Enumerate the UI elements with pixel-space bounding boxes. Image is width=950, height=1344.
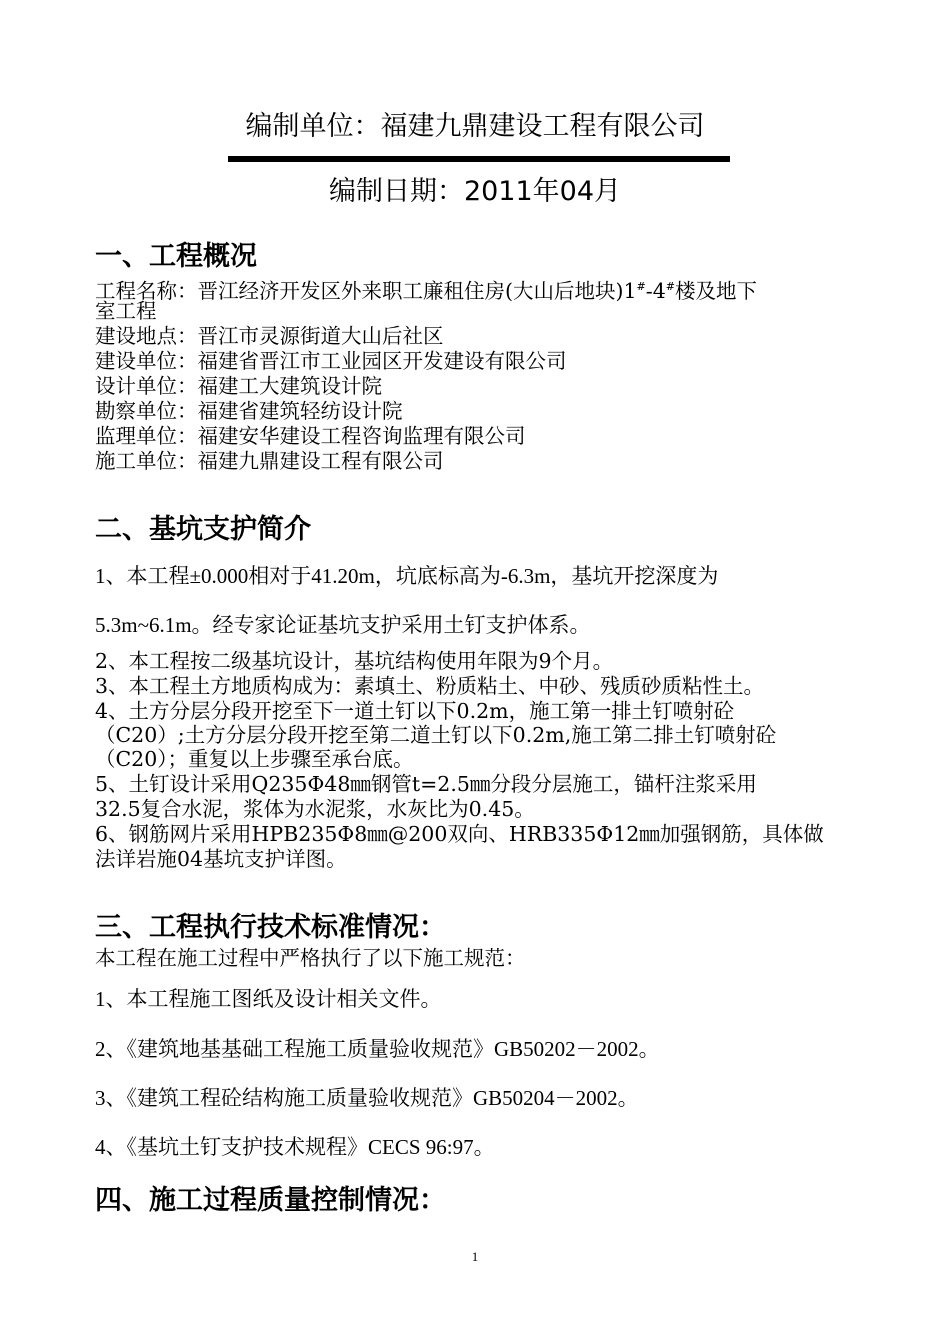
info-line: 监理单位：福建安华建设工程咨询监理有限公司 xyxy=(95,424,526,448)
project-name-continued: 室工程 xyxy=(95,299,157,323)
support-item-1a: 1、本工程±0.000相对于41.20m，坑底标高为-6.3m，基坑开挖深度为 xyxy=(95,564,719,588)
standard-item: 2、《建筑地基基础工程施工质量验收规范》GB50202－2002。 xyxy=(95,1037,660,1061)
divider-rule xyxy=(228,156,730,162)
section-2-heading: 二、基坑支护简介 xyxy=(95,514,311,545)
compiling-unit: 编制单位：福建九鼎建设工程有限公司 xyxy=(245,111,705,142)
info-line: 勘察单位：福建省建筑轻纺设计院 xyxy=(95,399,403,423)
support-line: 2、本工程按二级基坑设计，基坑结构使用年限为9个月。 xyxy=(95,649,614,673)
support-line: 5、土钉设计采用Q235Φ48㎜钢管t=2.5㎜分段分层施工，锚杆注浆采用 xyxy=(95,772,757,796)
standards-intro: 本工程在施工过程中严格执行了以下施工规范： xyxy=(95,946,526,970)
building-mark-2: # xyxy=(665,280,675,293)
support-line: 32.5复合水泥，浆体为水泥浆，水灰比为0.45。 xyxy=(95,797,535,821)
standard-item: 4、《基坑土钉支护技术规程》CECS 96:97。 xyxy=(95,1135,495,1159)
info-line: 建设单位：福建省晋江市工业园区开发建设有限公司 xyxy=(95,349,567,373)
support-line: （C20）；重复以上步骤至承台底。 xyxy=(95,747,414,771)
section-1-heading: 一、工程概况 xyxy=(95,241,257,272)
section-3-heading: 三、工程执行技术标准情况： xyxy=(95,912,446,943)
support-line: 4、土方分层分段开挖至下一道土钉以下0.2m，施工第一排土钉喷射砼 xyxy=(95,699,735,723)
standard-item: 1、本工程施工图纸及设计相关文件。 xyxy=(95,987,442,1011)
info-line: 设计单位：福建工大建筑设计院 xyxy=(95,374,382,398)
project-name-text-b: -4 xyxy=(645,278,666,303)
info-line: 建设地点：晋江市灵源街道大山后社区 xyxy=(95,324,444,348)
page-number: 1 xyxy=(471,1249,479,1264)
support-line: 法详岩施04基坑支护详图。 xyxy=(95,847,347,871)
project-name-line xyxy=(95,274,757,304)
support-line: 3、本工程土方地质构成为：素填土、粉质粘土、中砂、残质砂质粘性土。 xyxy=(95,674,765,698)
standard-item: 3、《建筑工程砼结构施工质量验收规范》GB50204－2002。 xyxy=(95,1086,639,1110)
support-line: 6、钢筋网片采用HPB235Φ8㎜@200双向、HRB335Φ12㎜加强钢筋，具体做 xyxy=(95,822,824,846)
support-item-1b: 5.3m~6.1m。经专家论证基坑支护采用土钉支护体系。 xyxy=(95,613,591,637)
project-name-text-c: 楼及地下 xyxy=(674,278,757,303)
project-name-text-a: 工程名称：晋江经济开发区外来职工廉租住房(大山后地块)1 xyxy=(95,278,637,303)
section-4-heading: 四、施工过程质量控制情况： xyxy=(95,1185,446,1216)
compiling-date: 编制日期：2011年04月 xyxy=(328,176,622,207)
info-line: 施工单位：福建九鼎建设工程有限公司 xyxy=(95,449,444,473)
support-line: （C20）;土方分层分段开挖至第二道土钉以下0.2m,施工第二排土钉喷射砼 xyxy=(95,723,777,747)
building-mark-1: # xyxy=(636,280,646,293)
